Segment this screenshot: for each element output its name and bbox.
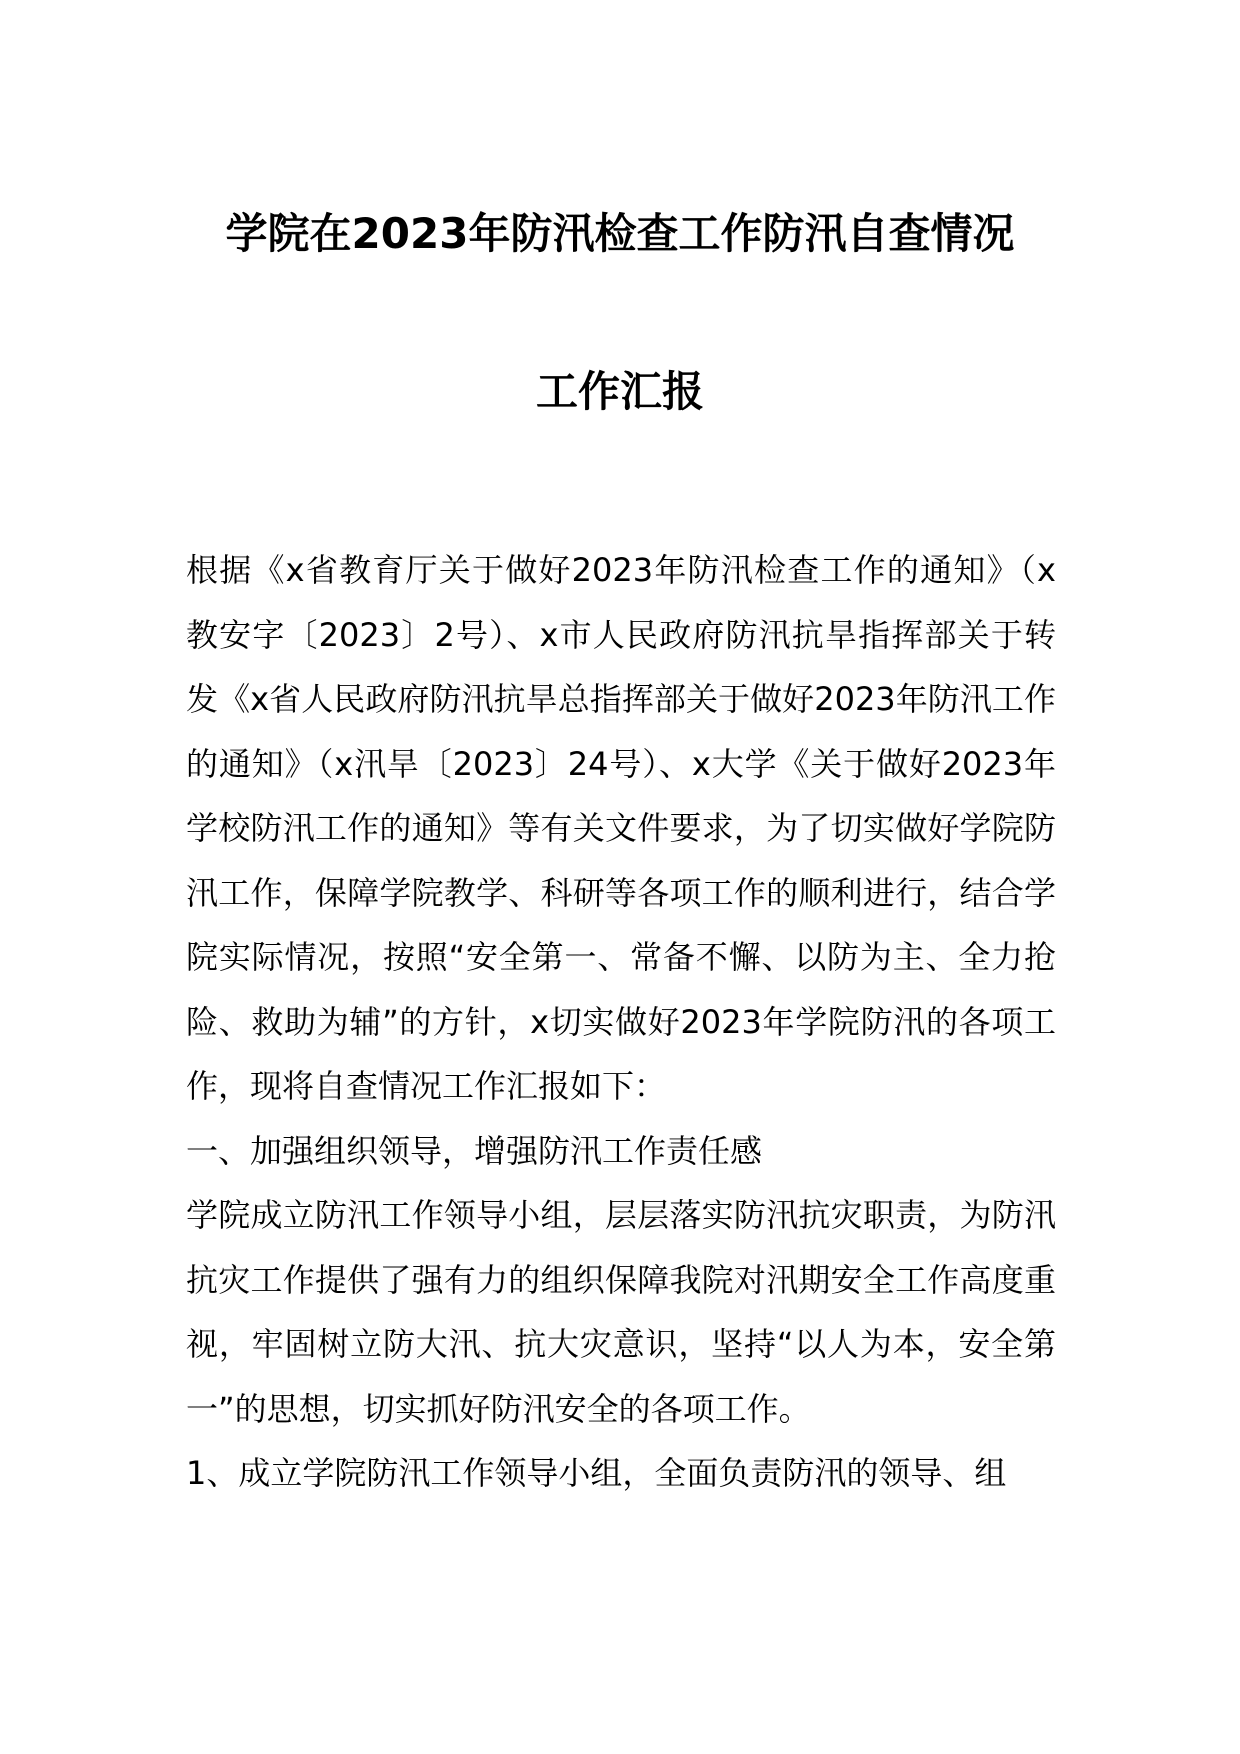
document-title-line-2: 工作汇报 (535, 367, 704, 416)
section-heading-1: 一、加强组织领导，增强防汛工作责任感 (186, 1131, 763, 1170)
document-title-line-1: 学院在2023年防汛检查工作防汛自查情况 (225, 209, 1015, 258)
document-body (186, 538, 1056, 1506)
paragraph-item-1: 1、成立学院防汛工作领导小组，全面负责防汛的领导、组 (186, 1454, 1007, 1492)
paragraph-section-1: 学院成立防汛工作领导小组，层层落实防汛抗灾职责，为防汛抗灾工作提供了强有力的组织保障我院对汛期安全工作高度重视，牢固树立防大汛、抗大灾意识，坚持“以人为本，安全第一”的思想，切实抓好防汛安全的各项工作。 (186, 1196, 1056, 1428)
paragraph-intro: 根据《x省教育厅关于做好2023年防汛检查工作的通知》（x教安字〔2023〕2号）、x市人民政府防汛抗旱指挥部关于转发《x省人民政府防汛抗旱总指挥部关于做好2023年防汛工作的通知》（x汛旱〔2023〕24号）、x大学《关于做好2023年学校防汛工作的通知》等有关文件要求，为了切实做好学院防汛工作，保障学院教学、科研等各项工作的顺利进行，结合学院实际情况，按照“安全第一、常备不懈、以防为主、全力抢险、救助为辅”的方针，x切实做好2023年学院防汛的各项工作，现将自查情况工作汇报如下： (186, 551, 1056, 1105)
